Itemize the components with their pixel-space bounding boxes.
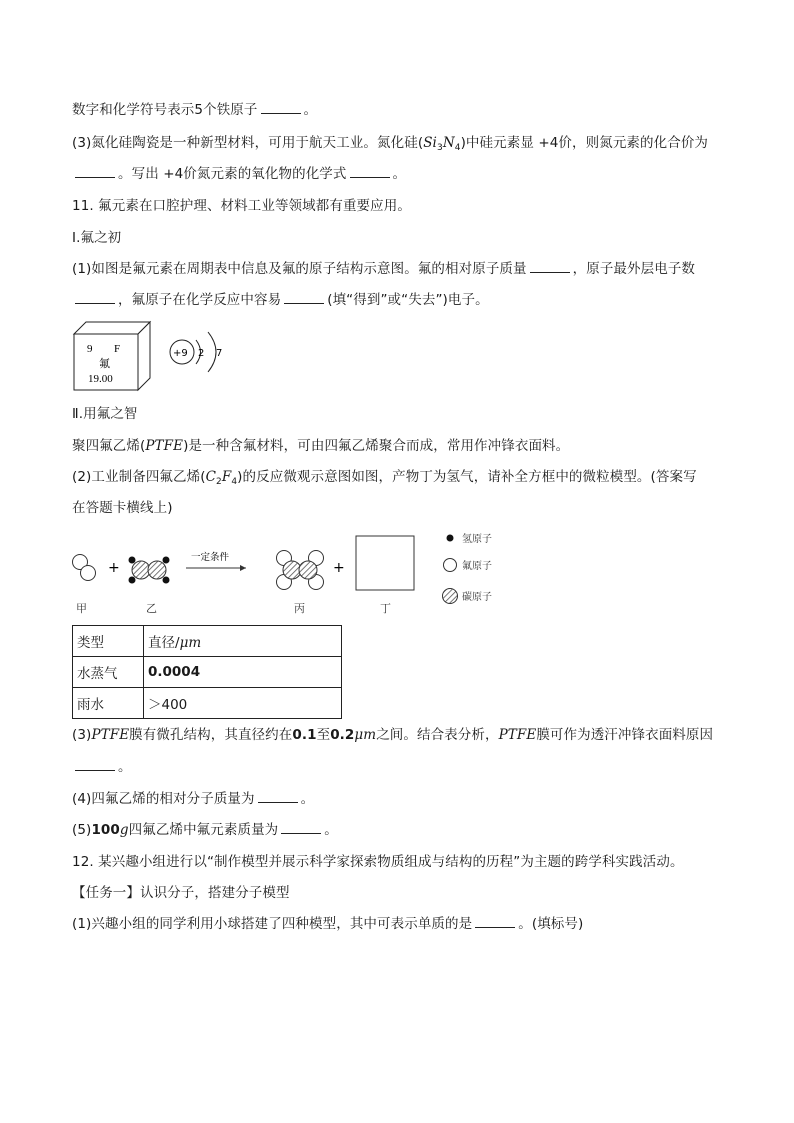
text-fragment: ，氟原子在化学反应中容易 [118, 292, 282, 308]
text-fragment: 。 [300, 791, 315, 807]
text-fragment: 至 [316, 727, 331, 743]
section-1-heading: Ⅰ.氟之初 [72, 230, 122, 246]
formula: PTFE [145, 438, 184, 454]
text-fragment: 数字和化学符号表示5个铁原子 [72, 102, 258, 118]
text-fragment: 。 [118, 759, 132, 775]
unit: μm [354, 727, 377, 743]
text-line-12 [72, 725, 713, 745]
text-fragment: 膜可作为透汗冲锋衣面料原因 [536, 727, 714, 743]
shell-2-electrons: 7 [216, 348, 223, 359]
table-cell: 水蒸气 [73, 657, 144, 688]
element-card [74, 322, 150, 390]
formula: Si [423, 135, 437, 151]
text-fragment: 直径/ [148, 635, 180, 651]
unit: g [119, 822, 129, 838]
text-line-15 [72, 820, 338, 840]
legend-hydrogen: 氢原子 [462, 534, 492, 545]
element-name: 氟 [99, 357, 110, 370]
formula: PTFE [498, 727, 537, 743]
formula: PTFE [91, 727, 130, 743]
question-11-heading: 11. 氟元素在口腔护理、材料工业等领域都有重要应用。 [72, 198, 411, 214]
text-fragment: ，原子最外层电子数 [572, 261, 696, 277]
text-line-11: 在答题卡横线上) [72, 500, 173, 516]
text-fragment: 膜有微孔结构，其直径约在 [129, 727, 293, 743]
table-header-cell: 类型 [73, 626, 144, 657]
text-fragment: (2)工业制备四氟乙烯( [72, 469, 206, 485]
text-fragment: )是一种含氟材料，可由四氟乙烯聚合而成，常用作冲锋衣面料。 [183, 438, 570, 454]
text-line-6 [72, 259, 695, 279]
text-fragment: 四氟乙烯中氟元素质量为 [128, 822, 279, 838]
atomic-number: 9 [87, 343, 93, 355]
text-line-10 [72, 467, 697, 492]
table-row [73, 688, 342, 719]
label-bing: 丙 [294, 602, 305, 615]
plus-sign: + [108, 560, 120, 576]
reaction-diagram [66, 528, 516, 618]
carbon-atom-icon [443, 589, 458, 604]
product-bing-molecule [277, 551, 324, 590]
answer-blank[interactable] [350, 165, 390, 178]
subscript: 2 [216, 477, 222, 487]
answer-blank[interactable] [75, 291, 115, 304]
table-header-cell [144, 626, 342, 657]
table-header-row [73, 626, 342, 657]
text-line-7 [72, 290, 489, 310]
answer-blank[interactable] [75, 758, 115, 771]
legend-carbon: 碳原子 [462, 592, 492, 603]
unit: μm [179, 635, 202, 651]
table-cell: 雨水 [73, 688, 144, 719]
diameter-table [72, 625, 342, 719]
atomic-mass: 19.00 [88, 373, 113, 385]
label-ding: 丁 [380, 602, 391, 615]
answer-blank[interactable] [475, 915, 515, 928]
text-fragment: (4)四氟乙烯的相对分子质量为 [72, 791, 255, 807]
plus-sign: + [333, 560, 345, 576]
arrow-head-icon [240, 565, 246, 571]
fluorine-figure [72, 320, 242, 392]
fluorine-atom-icon [444, 559, 457, 572]
legend-fluorine: 氟原子 [462, 561, 492, 572]
shell-1-electrons: 2 [198, 348, 205, 359]
product-ding-answer-box[interactable] [356, 536, 414, 590]
hydrogen-atom-icon [447, 535, 454, 542]
subscript: 4 [454, 143, 461, 153]
task-1-heading: 【任务一】认识分子，搭建分子模型 [72, 885, 290, 901]
answer-blank[interactable] [530, 260, 570, 273]
text-line-3 [72, 164, 406, 184]
text-fragment: (1)兴趣小组的同学利用小球搭建了四种模型，其中可表示单质的是 [72, 916, 473, 932]
number: 0.1 [292, 727, 317, 743]
formula: C [205, 469, 217, 485]
number: 100 [91, 822, 120, 838]
subscript: 4 [231, 477, 238, 487]
text-line-2 [72, 133, 708, 158]
text-line-14 [72, 789, 314, 809]
subscript: 3 [436, 143, 443, 153]
element-symbol: F [114, 343, 121, 355]
answer-blank[interactable] [258, 790, 298, 803]
reactant-yi-molecule [129, 557, 170, 584]
answer-blank[interactable] [261, 101, 301, 114]
table-cell: 0.0004 [144, 657, 342, 688]
section-2-heading: Ⅱ.用氟之智 [72, 406, 138, 422]
atom-structure-diagram [170, 332, 222, 372]
formula: F [221, 469, 232, 485]
reaction-condition: 一定条件 [191, 552, 230, 563]
text-fragment: (1)如图是氟元素在周期表中信息及氟的原子结构示意图。氟的相对原子质量 [72, 261, 527, 277]
text-line-18 [72, 914, 583, 934]
text-fragment: 。写出 +4价氮元素的氧化物的化学式 [118, 166, 347, 182]
answer-blank[interactable] [75, 165, 115, 178]
table-row [73, 657, 342, 688]
text-fragment: 。 [303, 102, 318, 118]
label-yi: 乙 [146, 602, 157, 615]
text-fragment: 之间。结合表分析， [376, 727, 499, 743]
table-cell: ＞400 [144, 688, 342, 719]
legend [443, 532, 493, 604]
answer-blank[interactable] [284, 291, 324, 304]
text-fragment: 。 [392, 166, 407, 182]
text-fragment: )的反应微观示意图如图，产物丁为氢气，请补全方框中的微粒模型。(答案写 [237, 469, 697, 485]
label-jia: 甲 [76, 602, 87, 615]
text-fragment: 。(填标号) [518, 916, 584, 932]
text-line-9 [72, 436, 569, 456]
text-line-13 [72, 757, 132, 777]
text-fragment: 。 [324, 822, 338, 838]
text-fragment: (3)氮化硅陶瓷是一种新型材料，可用于航天工业。氮化硅( [72, 135, 424, 151]
number: 0.2 [330, 727, 355, 743]
formula: N [442, 135, 455, 151]
nucleus-charge: +9 [173, 348, 188, 359]
question-12-heading: 12. 某兴趣小组进行以“制作模型并展示科学家探索物质组成与结构的历程”为主题的跨学科实践活动。 [72, 854, 684, 870]
text-fragment: (填“得到”或“失去”)电子。 [327, 292, 489, 308]
reactant-jia-molecule [73, 555, 96, 581]
text-fragment: )中硅元素显 +4价，则氮元素的化合价为 [460, 135, 709, 151]
answer-blank[interactable] [281, 821, 321, 834]
text-line-1 [72, 100, 317, 120]
text-fragment: (5) [72, 822, 92, 838]
text-fragment: (3) [72, 727, 92, 743]
text-fragment: 聚四氟乙烯( [72, 438, 146, 454]
